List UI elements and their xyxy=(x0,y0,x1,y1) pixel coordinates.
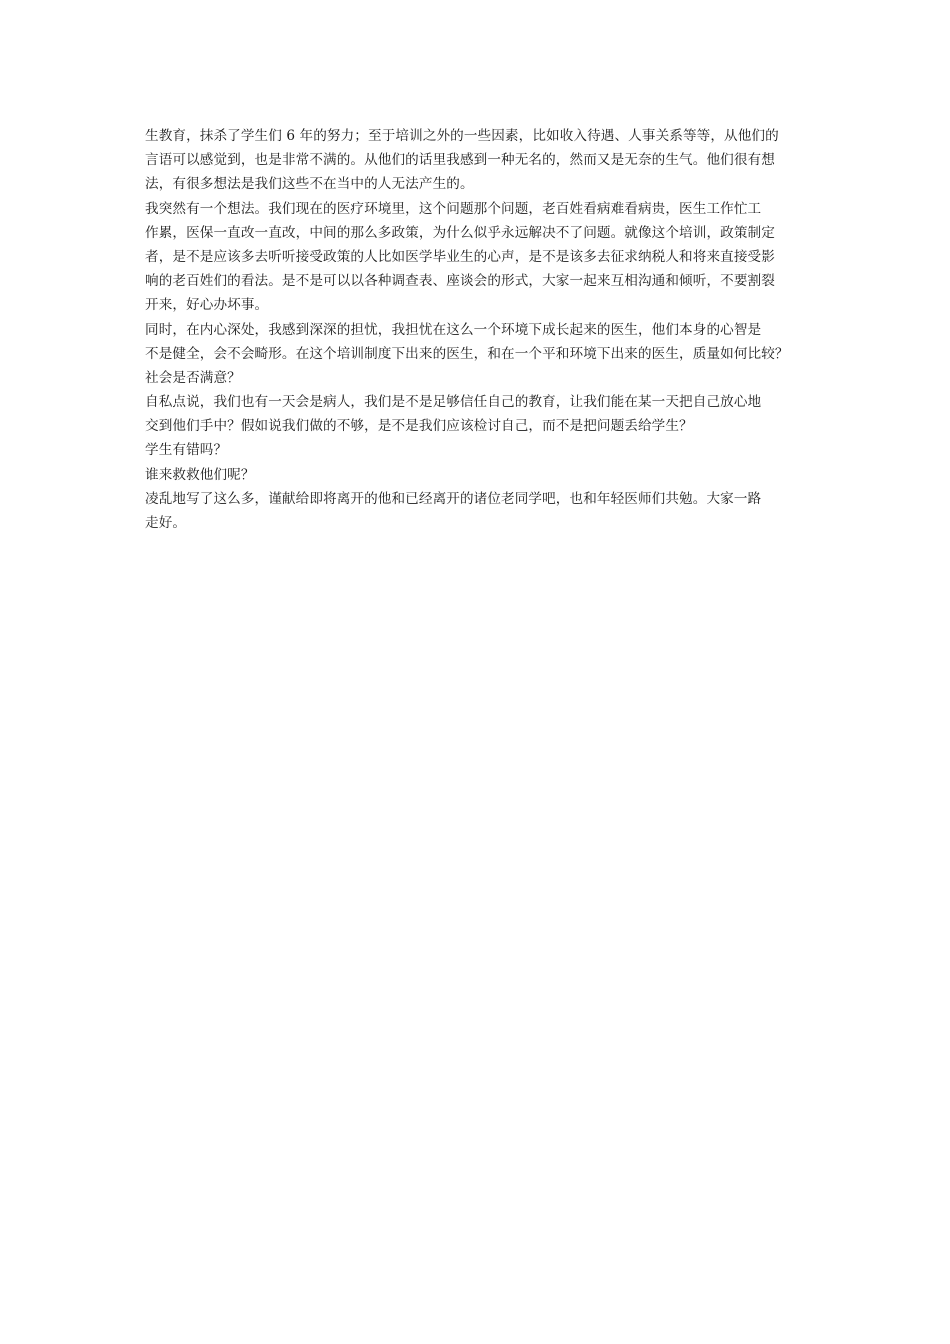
text-line: 言语可以感觉到，也是非常不满的。从他们的话里我感到一种无名的，然而又是无奈的生气。他们很有想 xyxy=(145,152,775,169)
text-line: 走好。 xyxy=(145,515,187,531)
text-line: 自私点说，我们也有一天会是病人，我们是不是足够信任自己的教育，让我们能在某一天把自己放心地 xyxy=(145,394,762,411)
text-line: 不是健全，会不会畸形。在这个培训制度下出来的医生，和在一个平和环境下出来的医生，质量如何比较？ xyxy=(145,345,789,362)
text-line: 谁来救救他们呢？ xyxy=(145,466,255,483)
text-line: 法，有很多想法是我们这些不在当中的人无法产生的。 xyxy=(145,176,474,193)
text-line: 交到他们手中？假如说我们做的不够，是不是我们应该检讨自己，而不是把问题丢给学生？ xyxy=(145,418,693,435)
text-line: 我突然有一个想法。我们现在的医疗环境里，这个问题那个问题，老百姓看病难看病贵，医生工作忙工 xyxy=(145,200,762,217)
text-line: 生教育，抹杀了学生们 6 年的努力；至于培训之外的一些因素，比如收入待遇、人事关系等等，从他们的 xyxy=(145,128,779,144)
body-text xyxy=(145,124,825,535)
text-line: 学生有错吗？ xyxy=(145,442,228,459)
text-line: 响的老百姓们的看法。是不是可以以各种调查表、座谈会的形式，大家一起来互相沟通和倾听，不要割裂 xyxy=(145,273,775,290)
text-line: 同时，在内心深处，我感到深深的担忧，我担忧在这么一个环境下成长起来的医生，他们本身的心智是 xyxy=(145,321,762,338)
text-line: 作累，医保一直改一直改，中间的那么多政策，为什么似乎永远解决不了问题。就像这个培训，政策制定 xyxy=(145,224,775,241)
text-line: 凌乱地写了这么多，谨献给即将离开的他和已经离开的诸位老同学吧，也和年轻医师们共勉。大家一路 xyxy=(145,490,762,507)
text-line: 者，是不是应该多去听听接受政策的人比如医学毕业生的心声，是不是该多去征求纳税人和将来直接受影 xyxy=(145,248,775,265)
text-line: 社会是否满意？ xyxy=(145,369,241,386)
text-line: 开来，好心办坏事。 xyxy=(145,297,269,314)
